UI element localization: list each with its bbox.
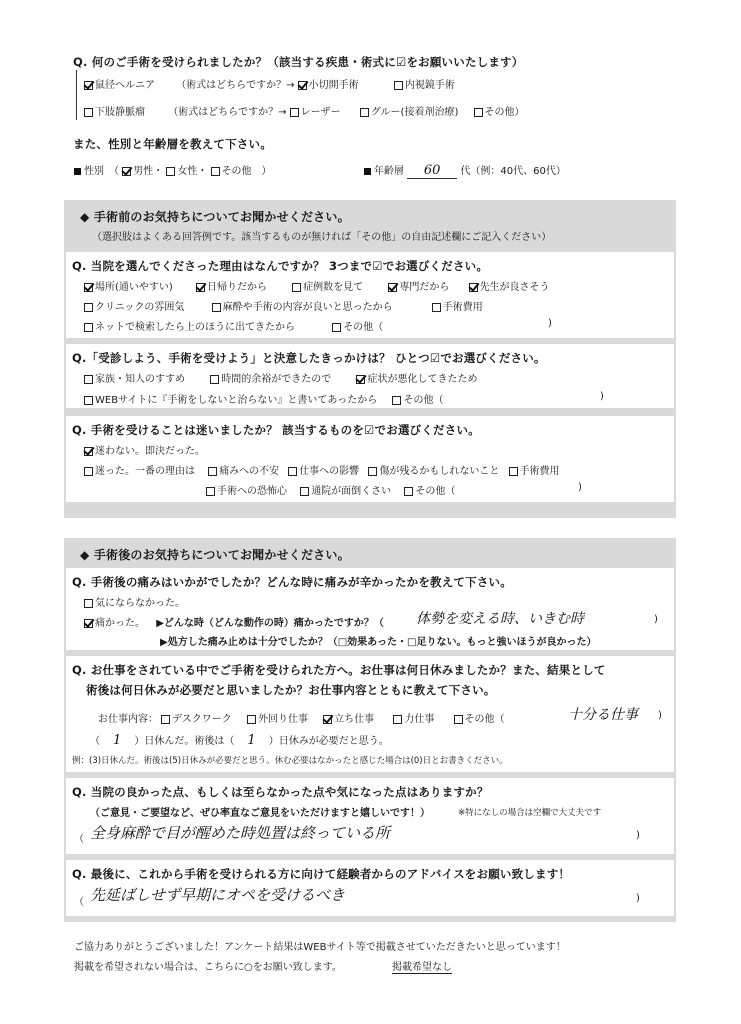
website-label: WEBサイトに『手術をしないと治らない』と書いてあったから xyxy=(95,395,378,406)
after-header: ◆ 手術後のお気持ちについてお聞かせください。 xyxy=(80,548,350,562)
gender-other-label: その他 ） xyxy=(221,166,272,177)
checkbox-small-incision[interactable] xyxy=(298,81,307,90)
age-suffix: 代（例：40代、60代） xyxy=(460,166,566,177)
work-other-answer[interactable]: 十分る仕事 xyxy=(568,707,638,723)
days-end: ）日休みが必要だと思う。 xyxy=(268,736,389,747)
checkbox-hesitate-cost[interactable] xyxy=(509,467,518,476)
worse-label: 症状が悪化してきたため xyxy=(367,374,478,385)
work-content-label: お仕事内容： xyxy=(98,714,158,725)
checkbox-work-other[interactable] xyxy=(454,715,463,724)
other-method-label: その他） xyxy=(484,107,525,118)
outside-label: 外回り仕事 xyxy=(257,714,308,725)
bullet-icon xyxy=(364,168,371,175)
pain-question: Q. 手術後の痛みはいかがでしたか？どんな時に痛みが辛かったかを教えて下さい。 xyxy=(72,575,512,589)
checkbox-work-impact[interactable] xyxy=(288,467,297,476)
pain-when-answer[interactable]: 体勢を変える時、いきむ時 xyxy=(416,611,584,627)
anesthesia-label: 麻酔や手術の内容が良いと思ったから xyxy=(222,302,393,313)
checkbox-standing[interactable] xyxy=(323,715,332,724)
hesitate-other-label: その他（ xyxy=(415,486,456,497)
trigger-row1 xyxy=(84,370,477,385)
gender-label: 性別 （ xyxy=(84,166,119,177)
feedback-open: （ xyxy=(74,834,84,845)
checkbox-worse[interactable] xyxy=(356,375,365,384)
checkbox-reason-other[interactable] xyxy=(332,323,341,332)
checkbox-gender-other[interactable] xyxy=(211,167,220,176)
checkbox-doctor[interactable] xyxy=(469,283,478,292)
surgery-question: Q. 何のご手術を受けられましたか？（該当する疾患・術式に☑をお願いいたします） xyxy=(73,55,524,69)
pain-row1 xyxy=(84,594,185,609)
trigger-other-label: その他（ xyxy=(403,395,444,406)
checkbox-anesthesia[interactable] xyxy=(212,303,221,312)
feedback-question: Q. 当院の良かった点、もしくは至らなかった点や気になった点はありますか？ xyxy=(72,785,489,799)
checkbox-no-hesitation[interactable] xyxy=(84,447,93,456)
reason-row3 xyxy=(84,318,383,333)
row-hernia xyxy=(84,76,455,91)
checkbox-laser[interactable] xyxy=(290,108,299,117)
specialist-label: 専門だから xyxy=(399,282,450,293)
hesitate-row2 xyxy=(84,462,560,477)
row-varicose xyxy=(84,103,525,118)
checkbox-other-method[interactable] xyxy=(474,108,483,117)
commute-label: 通院が面倒くさい xyxy=(311,486,392,497)
advice-answer[interactable]: 先延ばしせず早期にオペを受けるべき xyxy=(90,886,346,904)
before-header: ◆ 手術前のお気持ちについてお聞かせください。 xyxy=(80,210,350,224)
bullet-icon xyxy=(74,168,81,175)
checkbox-hesitated[interactable] xyxy=(84,467,93,476)
checkbox-no-pain[interactable] xyxy=(84,599,93,608)
painkiller-question: ▶処方した痛み止めは十分でしたか？（□効果あった・□足りない。もっと強いほうが良かった） xyxy=(160,637,597,648)
daytrip-label: 日帰りだから xyxy=(207,282,267,293)
pain-when-close: ) xyxy=(654,614,658,625)
checkbox-cases[interactable] xyxy=(292,283,301,292)
cost-label: 手術費用 xyxy=(442,302,483,313)
feedback-answer[interactable]: 全身麻酔で目が醒めた時処置は終っている所 xyxy=(90,824,391,842)
checkbox-commute[interactable] xyxy=(300,487,309,496)
checkbox-specialist[interactable] xyxy=(388,283,397,292)
glue-label: グルー(接着剤治療) xyxy=(370,107,459,118)
checkbox-scar[interactable] xyxy=(368,467,377,476)
fear-label: 手術への恐怖心 xyxy=(217,486,287,497)
atmosphere-label: クリニックの雰囲気 xyxy=(95,302,185,313)
search-label: ネットで検索したら上のほうに出てきたから xyxy=(95,322,295,333)
hesitate-cost-label: 手術費用 xyxy=(519,466,560,477)
hesitate-other-close: ) xyxy=(578,482,582,493)
checkbox-endoscopic[interactable] xyxy=(394,81,403,90)
checkbox-female[interactable] xyxy=(166,167,175,176)
checkbox-cost[interactable] xyxy=(432,303,441,312)
hesitate-row1 xyxy=(84,442,205,457)
trigger-other-close: ) xyxy=(600,391,604,402)
work-impact-label: 仕事への影響 xyxy=(299,466,360,477)
feedback-note: ※特になしの場合は空欄で大丈夫です xyxy=(458,808,602,818)
checkbox-fear[interactable] xyxy=(206,487,215,496)
footer-thanks: ご協力ありがとうございました！アンケート結果はWEBサイト等で掲載させていただきたいと思っています！ xyxy=(74,942,566,953)
endoscopic-label: 内視鏡手術 xyxy=(404,80,455,91)
hesitate-question: Q. 手術を受けることは迷いましたか？ 該当するものを☑でお選びください。 xyxy=(72,423,480,437)
days-example: 例：(3)日休んだ。術後は(5)日休みが必要だと思う。休む必要はなかったと感じた場合は(0)日とお書きください。 xyxy=(72,756,508,766)
days-open: （ xyxy=(90,736,100,747)
checkbox-website[interactable] xyxy=(84,396,93,405)
time-label: 時間的余裕ができたので xyxy=(221,374,332,385)
work-other-label: その他（ xyxy=(464,714,505,725)
checkbox-glue[interactable] xyxy=(360,108,369,117)
age-label: 年齢層 xyxy=(374,166,404,177)
checkbox-desk[interactable] xyxy=(161,715,170,724)
no-hesitation-label: 迷わない。即決だった。 xyxy=(95,446,205,457)
checkbox-atmosphere[interactable] xyxy=(84,303,93,312)
feedback-close: ) xyxy=(636,830,640,841)
standing-label: 立ち仕事 xyxy=(334,714,375,725)
desk-label: デスクワーク xyxy=(172,714,232,725)
work-question-line2: 術後は何日休みが必要だと思いましたか？お仕事内容とともに教えて下さい。 xyxy=(86,683,496,697)
checkbox-trigger-other[interactable] xyxy=(392,396,401,405)
pain-worry-label: 痛みへの不安 xyxy=(219,466,279,477)
checkbox-time[interactable] xyxy=(210,375,219,384)
checkbox-outside[interactable] xyxy=(247,715,256,724)
checkbox-painful[interactable] xyxy=(84,619,93,628)
checkbox-recommend[interactable] xyxy=(84,375,93,384)
days-needed-value[interactable]: 1 xyxy=(247,733,256,748)
doctor-label: 先生が良さそう xyxy=(479,282,550,293)
checkbox-hernia[interactable] xyxy=(84,81,93,90)
trigger-question: Q.「受診しよう、手術を受けよう」と決意したきっかけは？ ひとつ☑でお選びください。 xyxy=(72,351,546,365)
trigger-row2 xyxy=(84,391,443,406)
checkbox-daytrip[interactable] xyxy=(196,283,205,292)
checkbox-male[interactable] xyxy=(122,167,131,176)
small-incision-label: 小切開手術 xyxy=(308,80,359,91)
reason-row2 xyxy=(84,298,483,313)
advice-close: ) xyxy=(636,893,640,904)
days-off-value[interactable]: 1 xyxy=(113,733,122,748)
checkbox-varicose[interactable] xyxy=(84,108,93,117)
reason-row1 xyxy=(84,278,550,293)
pain-row2 xyxy=(84,614,384,629)
gender-age-question: また、性別と年齢層を教えて下さい。 xyxy=(73,137,272,151)
no-pain-label: 気にならなかった。 xyxy=(95,598,185,609)
reason-other-close: ) xyxy=(548,318,552,329)
hesitated-label: 迷った。一番の理由は xyxy=(95,466,195,477)
laser-label: レーザー xyxy=(300,107,341,118)
reason-question: Q. 当院を選んでくださった理由はなんですか？ 3つまで☑でお選びください。 xyxy=(72,259,489,273)
scar-label: 傷が残るかもしれないこと xyxy=(379,466,500,477)
age-row xyxy=(364,162,566,179)
cases-label: 症例数を見て xyxy=(303,282,364,293)
recommend-label: 家族・知人のすすめ xyxy=(95,374,186,385)
days-row xyxy=(90,732,389,748)
gender-row xyxy=(74,162,272,177)
hernia-prompt: （術式はどちらですか？→ xyxy=(176,80,295,91)
male-label: 男性・ xyxy=(133,166,164,177)
days-mid: ）日休んだ。術後は（ xyxy=(134,736,235,747)
female-label: 女性・ xyxy=(177,166,208,177)
advice-question: Q. 最後に、これから手術を受けられる方に向けて経験者からのアドバイスをお願い致します！ xyxy=(72,867,571,881)
checkbox-physical[interactable] xyxy=(393,715,402,724)
checkbox-search[interactable] xyxy=(84,323,93,332)
location-label: 場所(通いやすい) xyxy=(95,282,173,293)
optout-option[interactable]: 掲載希望なし xyxy=(392,958,452,974)
age-value[interactable]: 60 xyxy=(407,163,457,179)
hesitate-row3 xyxy=(206,482,455,497)
checkbox-hesitate-other[interactable] xyxy=(404,487,413,496)
footer-optout: 掲載を希望されない場合は、こちらに○をお願い致します。 xyxy=(74,962,342,973)
advice-open: （ xyxy=(74,897,84,908)
before-note: （選択肢はよくある回答例です。該当するものが無ければ「その他」の自由記述欄にご記入ください） xyxy=(92,232,552,243)
physical-label: 力仕事 xyxy=(404,714,435,725)
work-row xyxy=(98,710,505,725)
varicose-label: 下肢静脈瘤 xyxy=(95,107,145,118)
painful-label: 痛かった。 xyxy=(95,618,145,629)
pain-when-prompt: ▶どんな時（どんな動作の時）痛かったですか？（ xyxy=(156,618,384,629)
checkbox-pain-worry[interactable] xyxy=(208,467,217,476)
work-other-close: ) xyxy=(658,710,662,721)
feedback-sub: （ご意見・ご要望など、ぜひ率直なご意見をいただけますと嬉しいです！） xyxy=(90,808,430,819)
checkbox-location[interactable] xyxy=(84,283,93,292)
hernia-label: 鼠径ヘルニア xyxy=(95,80,155,91)
reason-other-label: その他（ xyxy=(343,322,384,333)
work-question-line1: Q. お仕事をされている中でご手術を受けられた方へ。お仕事は何日休みましたか？また、結果として xyxy=(72,663,606,677)
varicose-prompt: （術式はどちらですか？→ xyxy=(168,107,287,118)
bracket-line xyxy=(76,70,77,120)
